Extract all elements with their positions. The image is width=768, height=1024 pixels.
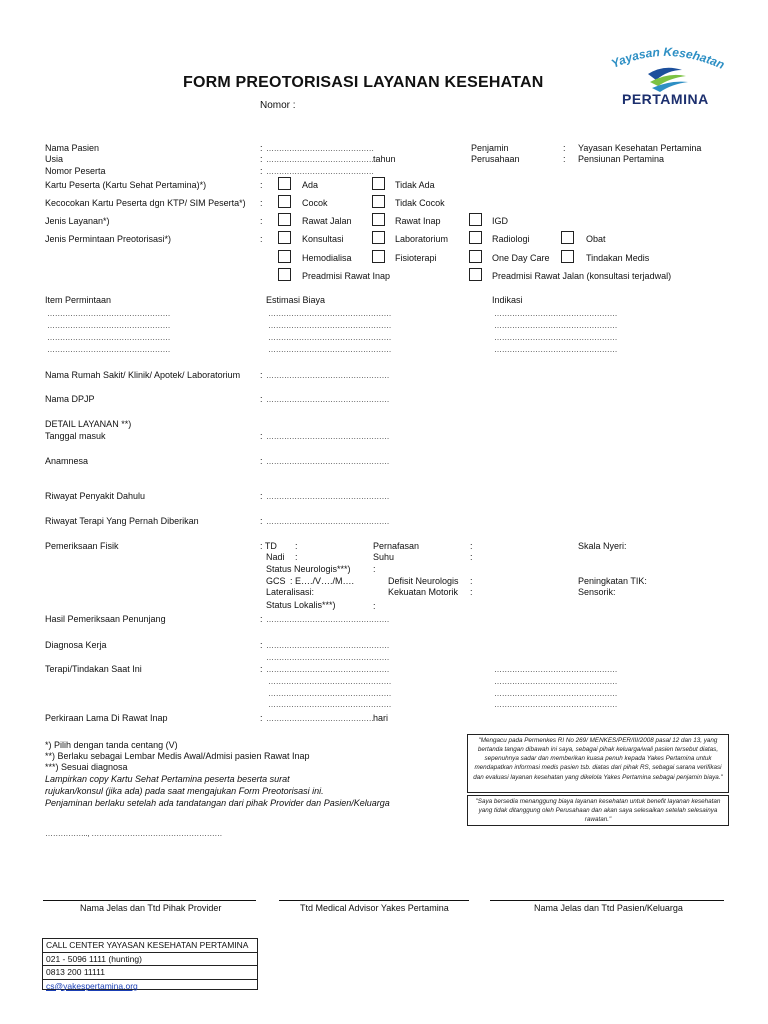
note-lampirkan: Lampirkan copy Kartu Sehat Pertamina peserta beserta surat	[45, 774, 290, 784]
checkbox-igd[interactable]	[469, 213, 482, 226]
option-cocok: Cocok	[302, 198, 328, 208]
signature-line-medical-advisor[interactable]	[279, 900, 469, 901]
field-diagnosa-kerja[interactable]: …………………………………………	[266, 641, 390, 650]
colon: :	[260, 143, 263, 153]
note-lembar-medis: **) Berlaku sebagai Lembar Medis Awal/Admisi pasien Rawat Inap	[45, 751, 310, 761]
field-indikasi[interactable]: …………………………………………	[494, 321, 618, 330]
note-sesuai-diagnosa: ***) Sesuai diagnosa	[45, 762, 128, 772]
label-pernafasan: Pernafasan	[373, 541, 420, 551]
label-terapi-saat-ini: Terapi/Tindakan Saat Ini	[45, 664, 142, 674]
checkbox-konsultasi[interactable]	[278, 231, 291, 244]
field-diagnosa-kerja[interactable]: …………………………………………	[266, 653, 390, 662]
note-centang: *) Pilih dengan tanda centang (V)	[45, 740, 178, 750]
signature-line-provider[interactable]	[43, 900, 256, 901]
label-hasil-penunjang: Hasil Pemeriksaan Penunjang	[45, 614, 166, 624]
option-tindakan-medis: Tindakan Medis	[586, 253, 650, 263]
checkbox-hemodialisa[interactable]	[278, 250, 291, 263]
option-tidak-cocok: Tidak Cocok	[395, 198, 445, 208]
colon: :	[260, 431, 263, 441]
label-anamnesa: Anamnesa	[45, 456, 89, 466]
checkbox-rawat-jalan[interactable]	[278, 213, 291, 226]
option-fisioterapi: Fisioterapi	[395, 253, 437, 263]
field-place-date[interactable]: …………….., ……………………………………………	[45, 829, 223, 838]
header-item-permintaan: Item Permintaan	[45, 295, 112, 305]
colon: :	[470, 576, 473, 586]
checkbox-tidak-cocok[interactable]	[372, 195, 385, 208]
option-tidak-ada: Tidak Ada	[395, 180, 435, 190]
field-estimasi[interactable]: …………………………………………	[268, 321, 392, 330]
colon: :	[260, 198, 263, 208]
label-riwayat-terapi: Riwayat Terapi Yang Pernah Diberikan	[45, 516, 199, 526]
checkbox-ada[interactable]	[278, 177, 291, 190]
label-jenis-permintaan: Jenis Permintaan Preotorisasi*)	[45, 234, 172, 244]
label-jenis-layanan: Jenis Layanan*)	[45, 216, 110, 226]
checkbox-tindakan-medis[interactable]	[561, 250, 574, 263]
label-tahun: tahun	[373, 154, 396, 164]
checkbox-one-day-care[interactable]	[469, 250, 482, 263]
field-nama-rs[interactable]: …………………………………………	[266, 371, 390, 380]
label-sensorik: Sensorik:	[578, 587, 616, 597]
label-hari: hari	[373, 713, 389, 723]
value-penjamin: Yayasan Kesehatan Pertamina	[578, 143, 702, 153]
label-usia: Usia	[45, 154, 64, 164]
label-td: : TD	[260, 541, 277, 551]
field-tanggal-masuk[interactable]: …………………………………………	[266, 432, 390, 441]
field-estimasi[interactable]: …………………………………………	[268, 309, 392, 318]
label-diagnosa-kerja: Diagnosa Kerja	[45, 640, 107, 650]
field-hasil-penunjang[interactable]: …………………………………………	[266, 615, 390, 624]
label-kekuatan-motorik: Kekuatan Motorik	[388, 587, 459, 597]
colon: :	[295, 552, 298, 562]
call-center-email-link[interactable]: cs@yakespertamina.org	[46, 980, 138, 991]
colon: :	[563, 154, 566, 164]
checkbox-preadmisi-rawat-inap[interactable]	[278, 268, 291, 281]
option-hemodialisa: Hemodialisa	[302, 253, 352, 263]
field-nama-pasien[interactable]: ……………………………………	[266, 144, 374, 153]
colon: :	[470, 541, 473, 551]
checkbox-laboratorium[interactable]	[372, 231, 385, 244]
header-estimasi-biaya: Estimasi Biaya	[266, 295, 326, 305]
colon: :	[260, 180, 263, 190]
logo	[604, 40, 730, 110]
field-terapi[interactable]: …………………………………………	[268, 677, 392, 686]
colon: :	[470, 587, 473, 597]
colon: :	[260, 370, 263, 380]
field-terapi[interactable]: …………………………………………	[266, 665, 390, 674]
signature-label-medical-advisor: Ttd Medical Advisor Yakes Pertamina	[300, 903, 449, 913]
label-nama-pasien: Nama Pasien	[45, 143, 100, 153]
field-anamnesa[interactable]: …………………………………………	[266, 457, 390, 466]
label-nomor-peserta: Nomor Peserta	[45, 166, 106, 176]
label-skala-nyeri: Skala Nyeri:	[578, 541, 627, 551]
field-terapi-2[interactable]: …………………………………………	[494, 677, 618, 686]
note-penjaminan: Penjaminan berlaku setelah ada tandatangan dari pihak Provider dan Pasien/Keluarga	[45, 798, 390, 808]
call-center-title: CALL CENTER YAYASAN KESEHATAN PERTAMINA	[43, 939, 257, 953]
label-status-neurologis: Status Neurologis***)	[266, 564, 351, 574]
field-item[interactable]: …………………………………………	[47, 321, 171, 330]
colon: :	[295, 541, 298, 551]
label-suhu: Suhu	[373, 552, 395, 562]
colon: :	[373, 601, 376, 611]
field-terapi-2[interactable]: …………………………………………	[494, 700, 618, 709]
label-nadi: Nadi	[266, 552, 285, 562]
label-perkiraan-lama: Perkiraan Lama Di Rawat Inap	[45, 713, 168, 723]
colon: :	[260, 216, 263, 226]
logo-brand: PERTAMINA	[622, 91, 709, 107]
checkbox-fisioterapi[interactable]	[372, 250, 385, 263]
signature-line-pasien[interactable]	[490, 900, 724, 901]
consent-box-informasi-medis: "Mengacu pada Permenkes RI No 269/ MENKES/PER/III/2008 pasal 12 dan 13, yang bertanda tangan dibawah ini saya, sebagai pihak keluarga/wali pasien tersebut diatas, sepenuhnya sadar dan memberikan kuasa penuh kepada Yakes Pertamina untuk mendapatkan informasi medis pasien tsb. diatas dari pihak RS, sebagai sarana verifikasi dan evaluasi layanan kesehatan yang dikelola Yakes Pertamina sebagai penjamin biaya."	[467, 734, 729, 793]
option-ada: Ada	[302, 180, 319, 190]
option-rawat-jalan: Rawat Jalan	[302, 216, 352, 226]
option-preadmisi-rawat-jalan: Preadmisi Rawat Jalan (konsultasi terjadwal)	[492, 271, 672, 281]
label-pemeriksaan-fisik: Pemeriksaan Fisik	[45, 541, 119, 551]
label-nama-dpjp: Nama DPJP	[45, 394, 95, 404]
colon: :	[260, 713, 263, 723]
field-nama-dpjp[interactable]: …………………………………………	[266, 395, 390, 404]
option-igd: IGD	[492, 216, 509, 226]
call-center-box	[42, 938, 258, 990]
label-gcs: GCS	[266, 576, 286, 586]
call-center-phone-2: 0813 200 11111	[43, 966, 257, 980]
consent-box-biaya: "Saya bersedia menanggung biaya layanan kesehatan untuk benefit layanan kesehatan yang tidak ditanggung oleh Perusahaan dan akan saya selesaikan setelah selesainya rawatan."	[467, 795, 729, 826]
field-item[interactable]: …………………………………………	[47, 345, 171, 354]
field-item[interactable]: …………………………………………	[47, 309, 171, 318]
field-indikasi[interactable]: …………………………………………	[494, 309, 618, 318]
colon: :	[260, 640, 263, 650]
colon: :	[260, 614, 263, 624]
label-nama-rs: Nama Rumah Sakit/ Klinik/ Apotek/ Laboratorium	[45, 370, 241, 380]
label-riwayat-penyakit: Riwayat Penyakit Dahulu	[45, 491, 146, 501]
field-riwayat-penyakit[interactable]: …………………………………………	[266, 492, 390, 501]
form-title: FORM PREOTORISASI LAYANAN KESEHATAN	[183, 74, 544, 91]
field-terapi[interactable]: …………………………………………	[268, 700, 392, 709]
signature-label-pasien: Nama Jelas dan Ttd Pasien/Keluarga	[534, 903, 683, 913]
checkbox-cocok[interactable]	[278, 195, 291, 208]
checkbox-preadmisi-rawat-jalan[interactable]	[469, 268, 482, 281]
label-detail-layanan: DETAIL LAYANAN **)	[45, 419, 132, 429]
nomor-label: Nomor :	[260, 100, 296, 111]
colon: :	[260, 456, 263, 466]
field-estimasi[interactable]: …………………………………………	[268, 345, 392, 354]
label-peningkatan-tik: Peningkatan TIK:	[578, 576, 647, 586]
field-riwayat-terapi[interactable]: …………………………………………	[266, 517, 390, 526]
option-one-day-care: One Day Care	[492, 253, 550, 263]
label-penjamin: Penjamin	[471, 143, 509, 153]
note-rujukan: rujukan/konsul (jika ada) pada saat mengajukan Form Preotorisasi ini.	[45, 786, 324, 796]
label-lateralisasi: Lateralisasi:	[266, 587, 315, 597]
svg-text:Yayasan Kesehatan: Yayasan Kesehatan	[609, 44, 727, 72]
label-defisit-neurologis: Defisit Neurologis	[388, 576, 459, 586]
colon: :	[563, 143, 566, 153]
colon: :	[260, 394, 263, 404]
option-preadmisi-rawat-inap: Preadmisi Rawat Inap	[302, 271, 391, 281]
field-terapi-2[interactable]: …………………………………………	[494, 689, 618, 698]
colon: :	[260, 166, 263, 176]
label-perusahaan: Perusahaan	[471, 154, 520, 164]
header-indikasi: Indikasi	[492, 295, 523, 305]
field-usia[interactable]: ……………………………………	[266, 155, 374, 164]
field-indikasi[interactable]: …………………………………………	[494, 333, 618, 342]
checkbox-rawat-inap[interactable]	[372, 213, 385, 226]
option-konsultasi: Konsultasi	[302, 234, 344, 244]
label-kartu-peserta: Kartu Peserta (Kartu Sehat Pertamina)*)	[45, 180, 207, 190]
colon: :	[260, 491, 263, 501]
label-kecocokan: Kecocokan Kartu Peserta dgn KTP/ SIM Peserta*)	[45, 198, 246, 208]
field-estimasi[interactable]: …………………………………………	[268, 333, 392, 342]
field-indikasi[interactable]: …………………………………………	[494, 345, 618, 354]
field-nomor-peserta[interactable]: ……………………………………	[266, 167, 374, 176]
colon: :	[470, 552, 473, 562]
colon: :	[260, 234, 263, 244]
value-gcs[interactable]: : E…./V…./M….	[290, 576, 355, 586]
checkbox-tidak-ada[interactable]	[372, 177, 385, 190]
checkbox-radiologi[interactable]	[469, 231, 482, 244]
field-perkiraan-lama[interactable]: ……………………………………	[266, 714, 374, 723]
option-rawat-inap: Rawat Inap	[395, 216, 441, 226]
colon: :	[260, 154, 263, 164]
value-perusahaan: Pensiunan Pertamina	[578, 154, 665, 164]
option-obat: Obat	[586, 234, 606, 244]
call-center-phone-1: 021 - 5096 1111 (hunting)	[43, 953, 257, 967]
signature-label-provider: Nama Jelas dan Ttd Pihak Provider	[80, 903, 222, 913]
label-status-lokalis: Status Lokalis***)	[266, 600, 336, 610]
field-terapi[interactable]: …………………………………………	[268, 689, 392, 698]
option-laboratorium: Laboratorium	[395, 234, 449, 244]
field-terapi-2[interactable]: …………………………………………	[494, 665, 618, 674]
colon: :	[373, 564, 376, 574]
label-tanggal-masuk: Tanggal masuk	[45, 431, 106, 441]
checkbox-obat[interactable]	[561, 231, 574, 244]
colon: :	[260, 516, 263, 526]
field-item[interactable]: …………………………………………	[47, 333, 171, 342]
option-radiologi: Radiologi	[492, 234, 530, 244]
colon: :	[260, 664, 263, 674]
